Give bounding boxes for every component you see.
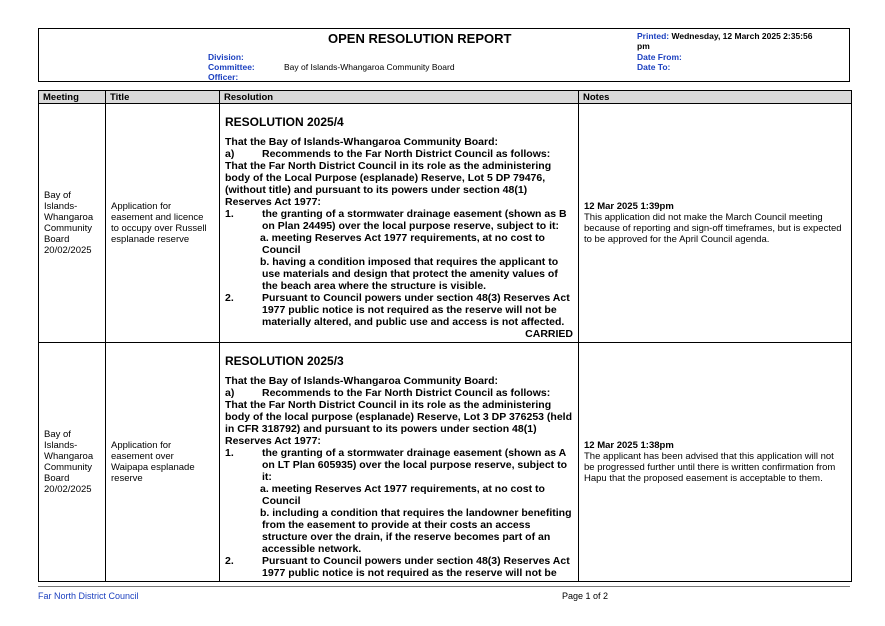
col-meeting: Meeting (39, 91, 106, 104)
officer-label: Officer: (208, 72, 239, 82)
division-label: Division: (208, 52, 244, 62)
resolutions-table (38, 90, 852, 582)
title-cell: Application for easement over Waipapa esplanade reserve (106, 343, 220, 582)
notes-cell: 12 Mar 2025 1:39pm This application did not make the March Council meeting because of reporting and sign-off timeframes, but is expected to be approved for the April Council agenda. (579, 104, 852, 343)
resolution-cell: RESOLUTION 2025/4 That the Bay of Islands-Whangaroa Community Board: a) Recommends to the Far North District Council as follows: That the Far North District Council in its role as the administering body of the Local Purpose (esplanade) Reserve, Lot 5 DP 79476, (without title) and pursuant to its powers under section 48(1) Reserves Act 1977: 1. the granting of a stormwater drainage easement (shown as B on Plan 24495) over the local purpose reserve, subject to it: a. meeting Reserves Act 1977 requirements, at no cost to Council b. having a condition imposed that requires the applicant to use materials and design that protect the amenity values of the beach area where the structure is visible. 2. Pursuant to Council powers under section 48(3) Reserves Act 1977 public notice is not required as the reserve will not be materially altered, and public use and access is not affected. CARRIED (220, 104, 579, 343)
meeting-cell: Bay of Islands- Whangaroa Community Board 20/02/2025 (39, 343, 106, 582)
committee-value: Bay of Islands-Whangaroa Community Board (284, 62, 455, 72)
committee-label: Committee: (208, 62, 255, 72)
date-from-label: Date From: (637, 52, 682, 62)
title-cell: Application for easement and licence to occupy over Russell esplanade reserve (106, 104, 220, 343)
table-row (39, 343, 852, 582)
col-title: Title (106, 91, 220, 104)
meeting-cell: Bay of Islands- Whangaroa Community Board 20/02/2025 (39, 104, 106, 343)
printed-label: Printed: (637, 31, 670, 41)
col-notes: Notes (579, 91, 852, 104)
resolution-title: RESOLUTION 2025/4 (225, 115, 344, 129)
note-date: 12 Mar 2025 1:38pm (584, 440, 674, 451)
col-resolution: Resolution (220, 91, 579, 104)
carried-label: CARRIED (525, 328, 573, 340)
note-date: 12 Mar 2025 1:39pm (584, 201, 674, 212)
printed-field (637, 31, 812, 41)
footer-divider (38, 586, 850, 587)
printed-value: Wednesday, 12 March 2025 2:35:56 (671, 31, 813, 41)
footer-page: Page 1 of 2 (562, 591, 609, 601)
resolution-cell: RESOLUTION 2025/3 That the Bay of Islands-Whangaroa Community Board: a) Recommends to the Far North District Council as follows: That the Far North District Council in its role as the administering body of the local purpose (esplanade) Reserve, Lot 3 DP 376253 (held in CFR 318792) and pursuant to its powers under section 48(1) Reserves Act 1977: 1. the granting of a stormwater drainage easement (shown as A on LT Plan 605935) over the local purpose reserve, subject to it: a. meeting Reserves Act 1977 requirements, at no cost to Council b. including a condition that requires the landowner benefiting from the easement to provide at their costs an access structure over the drain, if the reserve becomes part of an accessible network. 2. Pursuant to Council powers under section 48(3) Reserves Act 1977 public notice is not required as the reserve will not be (220, 343, 579, 582)
notes-cell: 12 Mar 2025 1:38pm The applicant has been advised that this application will not be progressed further until there is written confirmation from Hapu that the proposed easement is acceptable to them. (579, 343, 852, 582)
table-row (39, 104, 852, 343)
footer-org: Far North District Council (38, 591, 139, 601)
table-header-row (39, 91, 852, 104)
resolution-title: RESOLUTION 2025/3 (225, 354, 344, 368)
printed-value-cont: pm (637, 41, 650, 51)
date-to-label: Date To: (637, 62, 671, 72)
report-title: OPEN RESOLUTION REPORT (328, 31, 512, 46)
